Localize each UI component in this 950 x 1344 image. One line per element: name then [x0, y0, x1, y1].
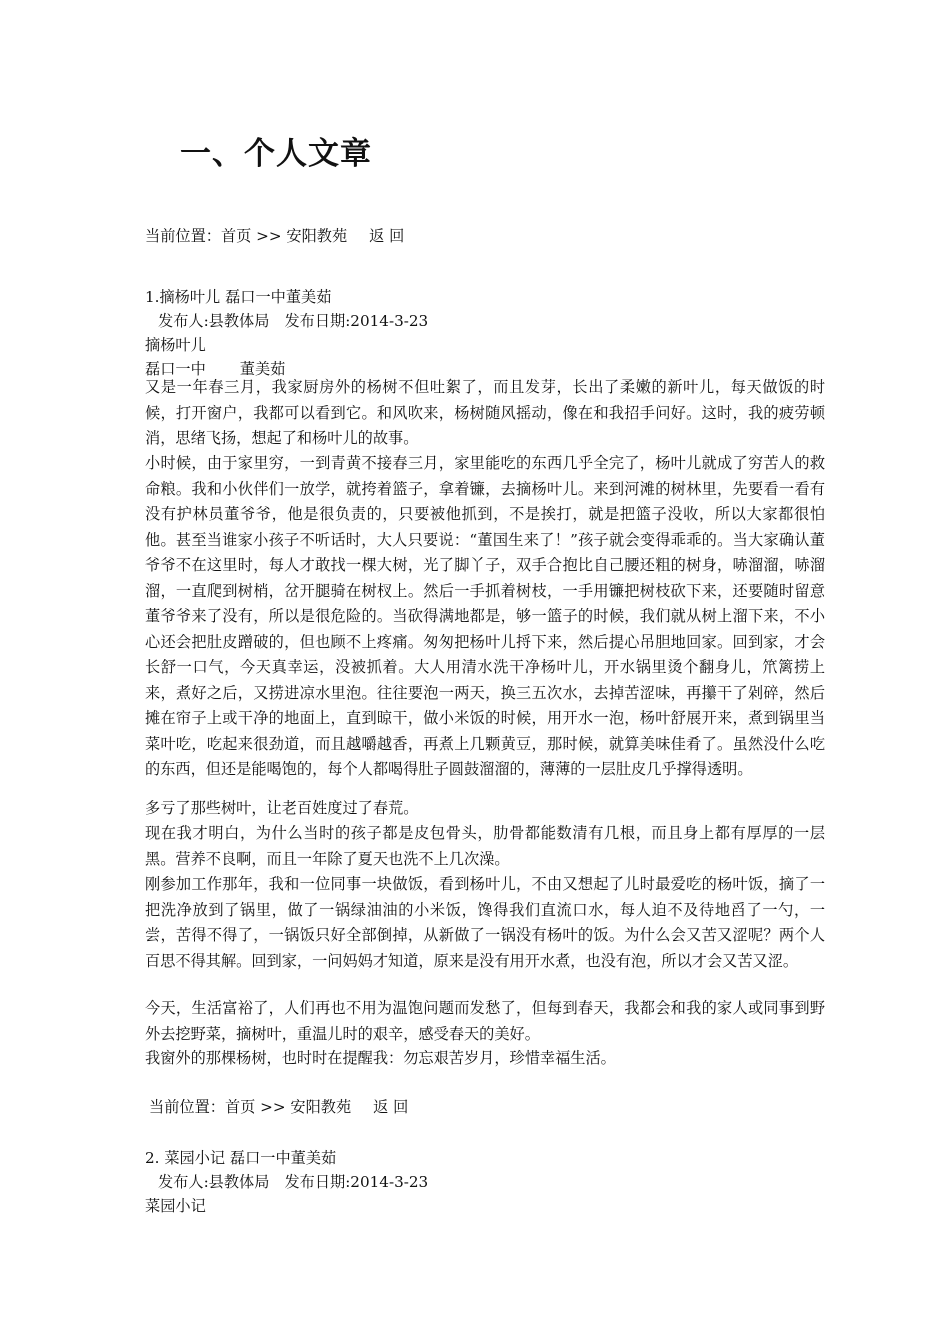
breadcrumb-section-link[interactable]: 安阳教苑 [290, 1098, 352, 1116]
article-date: 发布日期:2014-3-23 [284, 312, 429, 330]
article-paragraph: 又是一年春三月，我家厨房外的杨树不但吐絮了，而且发芽，长出了柔嫩的新叶儿，每天做饭的时候，打开窗户，我都可以看到它。和风吹来，杨树随风摇动，像在和我招手问好。这时，我的疲劳顿消，思绪飞扬，想起了和杨叶儿的故事。 [145, 378, 825, 447]
breadcrumb-label: 当前位置： [145, 227, 221, 245]
breadcrumb [145, 224, 825, 248]
article-date: 发布日期:2014-3-23 [284, 1173, 429, 1191]
article-school: 磊口一中 [145, 360, 206, 378]
article-subtitle: 菜园小记 [145, 1197, 206, 1215]
article-publisher: 发布人:县教体局 [158, 312, 270, 330]
article-subtitle: 摘杨叶儿 [145, 336, 206, 354]
article-paragraph: 今天，生活富裕了，人们再也不用为温饱问题而发愁了，但每到春天，我都会和我的家人或同事到野外去挖野菜，摘树叶，重温儿时的艰辛，感受春天的美好。 [145, 999, 825, 1043]
back-link[interactable]: 返 回 [373, 1098, 409, 1116]
page-heading: 一、个人文章 [180, 136, 372, 172]
article-publisher: 发布人:县教体局 [158, 1173, 270, 1191]
breadcrumb-home-link[interactable]: 首页 [224, 1098, 256, 1116]
article-author: 董美茹 [239, 360, 286, 378]
breadcrumb-section-link[interactable]: 安阳教苑 [286, 227, 348, 245]
breadcrumb-label: 当前位置： [149, 1098, 225, 1116]
article-meta [145, 1170, 838, 1194]
breadcrumb-home-link[interactable]: 首页 [220, 227, 252, 245]
breadcrumb-separator: >> [260, 1098, 286, 1116]
article-paragraph: 现在我才明白，为什么当时的孩子都是皮包骨头，肋骨都能数清有几根，而且身上都有厚厚的一层黑。营养不良啊，而且一年除了夏天也洗不上几次澡。 [145, 824, 825, 868]
article-paragraph: 小时候，由于家里穷，一到青黄不接春三月，家里能吃的东西几乎全完了，杨叶儿就成了穷苦人的救命粮。我和小伙伴们一放学，就挎着篮子，拿着镰，去摘杨叶儿。来到河滩的树林里，先要看一看有没有护林员董爷爷，他是很负责的，只要被他抓到，不是挨打，就是把篮子没收，所以大家都很怕他。甚至当谁家小孩子不听话时，大人只要说：“董国生来了！”孩子就会变得乖乖的。当大家确认董爷爷不在这里时，每人才敢找一棵大树，光了脚丫子，双手合抱比自己腰还粗的树身，哧溜溜，哧溜溜，一直爬到树梢，岔开腿骑在树杈上。然后一手抓着树枝，一手用镰把树枝砍下来，还要随时留意董爷爷来了没有，所以是很危险的。当砍得满地都是，够一篮子的时候，我们就从树上溜下来，不小心还会把肚皮蹭破的，但也顾不上疼痛。匆匆把杨叶儿捋下来，然后提心吊胆地回家。回到家，才会长舒一口气，今天真幸运，没被抓着。大人用清水洗干净杨叶儿，开水锅里烫个翻身儿，笊篱捞上来，煮好之后，又捞进凉水里泡。往往要泡一两天，换三五次水，去掉苦涩味，再攥干了剁碎，然后摊在帘子上或干净的地面上，直到晾干，做小米饭的时候，用开水一泡，杨叶舒展开来，煮到锅里当菜叶吃，吃起来很劲道，而且越嚼越香，再煮上几颗黄豆，那时候，就算美味佳肴了。虽然没什么吃的东西，但还是能喝饱的，每个人都喝得肚子圆鼓溜溜的，薄薄的一层肚皮几乎撑得透明。 [145, 454, 825, 778]
article-title: 1.摘杨叶儿 磊口一中董美茹 [145, 288, 332, 306]
article-meta [145, 309, 838, 333]
breadcrumb [145, 1095, 829, 1119]
article-paragraph: 刚参加工作那年，我和一位同事一块做饭，看到杨叶儿，不由又想起了儿时最爱吃的杨叶饭，摘了一把洗净放到了锅里，做了一锅绿油油的小米饭，馋得我们直流口水，每人迫不及待地舀了一勺，一尝，苦得不得了，一锅饭只好全部倒掉，从新做了一锅没有杨叶的饭。为什么会又苦又涩呢？两个人百思不得其解。回到家，一问妈妈才知道，原来是没有用开水煮，也没有泡，所以才会又苦又涩。 [145, 875, 825, 970]
breadcrumb-separator: >> [256, 227, 282, 245]
back-link[interactable]: 返 回 [369, 227, 405, 245]
article-title: 2. 菜园小记 磊口一中董美茹 [145, 1149, 337, 1167]
article-paragraph: 多亏了那些树叶，让老百姓度过了春荒。 [145, 799, 419, 817]
article-paragraph: 我窗外的那棵杨树，也时时在提醒我：勿忘艰苦岁月，珍惜幸福生活。 [145, 1049, 616, 1067]
